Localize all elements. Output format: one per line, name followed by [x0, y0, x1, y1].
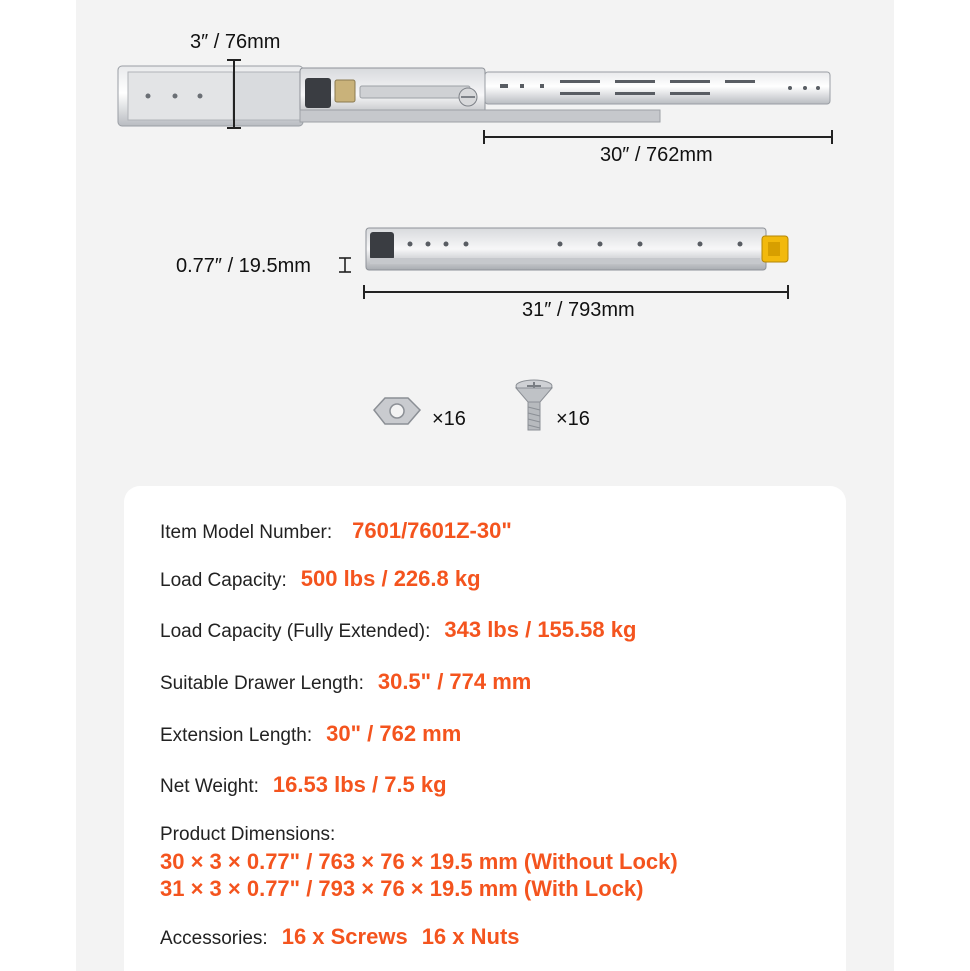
spec-extension-length-value: 30" / 762 mm	[326, 721, 462, 746]
spec-model	[160, 518, 512, 544]
spec-load-value: 500 lbs / 226.8 kg	[300, 566, 481, 591]
spec-load-extended-value: 343 lbs / 155.58 kg	[444, 617, 637, 642]
spec-net-weight-label: Net Weight:	[160, 776, 259, 797]
spec-load	[160, 566, 481, 592]
thickness-dimension-label: 0.77″ / 19.5mm	[176, 255, 311, 277]
extension-dimension-label: 30″ / 762mm	[600, 144, 713, 166]
nut-icon	[374, 398, 420, 424]
closed-rail	[366, 228, 788, 270]
spec-drawer-length-value: 30.5" / 774 mm	[377, 669, 532, 694]
spec-model-value: 7601/7601Z-30"	[352, 518, 512, 543]
extended-rail	[118, 66, 830, 126]
spec-dimensions-with-lock: 31 × 3 × 0.77" / 793 × 76 × 19.5 mm (With Lock)	[160, 876, 644, 901]
spec-accessories	[160, 924, 520, 950]
thickness-dimension-line	[339, 258, 351, 272]
extension-dimension-line	[484, 130, 832, 144]
spec-model-label: Item Model Number:	[160, 522, 333, 543]
spec-accessories-label: Accessories:	[160, 928, 268, 949]
screw-count: ×16	[556, 408, 590, 430]
width-dimension-label: 3″ / 76mm	[190, 31, 281, 53]
spec-load-label: Load Capacity:	[160, 570, 287, 591]
nut-count: ×16	[432, 408, 466, 430]
spec-drawer-length	[160, 669, 531, 695]
spec-product-dimensions	[160, 824, 678, 902]
spec-load-extended	[160, 617, 636, 643]
spec-product-dimensions-label: Product Dimensions:	[160, 824, 336, 845]
spec-accessories-screws: 16 x Screws	[281, 924, 408, 949]
spec-drawer-length-label: Suitable Drawer Length:	[160, 673, 364, 694]
spec-accessories-nuts: 16 x Nuts	[421, 924, 520, 949]
length-dimension-label: 31″ / 793mm	[522, 299, 635, 321]
spec-dimensions-without-lock: 30 × 3 × 0.77" / 763 × 76 × 19.5 mm (Without Lock)	[160, 849, 678, 874]
spec-extension-length-label: Extension Length:	[160, 725, 313, 746]
length-dimension-line	[364, 285, 788, 299]
spec-net-weight	[160, 772, 447, 798]
spec-load-extended-label: Load Capacity (Fully Extended):	[160, 621, 431, 642]
spec-net-weight-value: 16.53 lbs / 7.5 kg	[272, 772, 447, 797]
screw-icon	[516, 380, 552, 430]
spec-extension-length	[160, 721, 461, 747]
